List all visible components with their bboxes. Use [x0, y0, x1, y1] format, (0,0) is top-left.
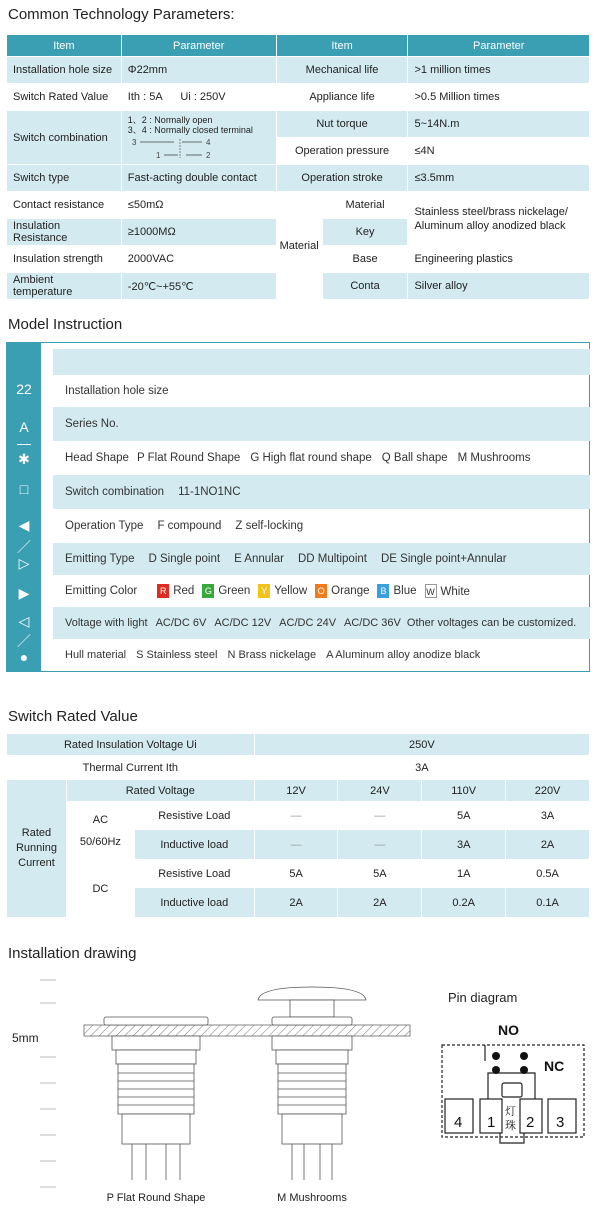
- diag-num-2: 2: [205, 151, 211, 160]
- nc-label: NC: [544, 1058, 565, 1074]
- operation-type-z: Z self-locking: [235, 520, 304, 532]
- hull-material-s: S Stainless steel: [136, 649, 218, 661]
- green-swatch-icon: G: [202, 584, 214, 598]
- tech-value: ≥1000MΩ: [121, 219, 276, 246]
- voltage-col: 220V: [506, 780, 590, 802]
- model-row-operation-type: [53, 509, 590, 543]
- tech-value: Ith : 5A Ui : 250V: [121, 84, 276, 111]
- pin-2: 2: [526, 1114, 535, 1131]
- tech-item: Nut torque: [276, 111, 408, 138]
- code-triangle-left: ◀: [18, 517, 30, 533]
- tech-item: Insulation Resistance: [7, 219, 122, 246]
- insulation-label: Rated Insulation Voltage Ui: [7, 734, 255, 756]
- no-label: NO: [498, 1022, 519, 1038]
- tech-item: Operation pressure: [276, 138, 408, 165]
- voltage-other: Other voltages can be customized.: [406, 617, 577, 629]
- header-parameter-2: Parameter: [408, 35, 590, 57]
- switch-combination-label: Switch combination: [65, 486, 165, 498]
- ac-label: AC 50/60Hz: [66, 802, 134, 860]
- head-shape-label: Head Shape: [65, 452, 129, 464]
- panel-plate: [84, 1025, 410, 1036]
- switch-contact-diagram: [128, 136, 238, 160]
- tech-value: ≤50mΩ: [121, 192, 276, 219]
- model-row-switch-combination: [53, 475, 590, 509]
- orange-swatch-icon: O: [315, 584, 327, 598]
- code-slash: ／: [17, 539, 31, 555]
- code-22: 22: [16, 381, 32, 397]
- install-title: Installation drawing: [8, 945, 137, 962]
- tech-value: ≤4N: [408, 138, 590, 165]
- color-red: R Red: [157, 584, 194, 598]
- flat-round-switch-drawing: [104, 1017, 208, 1180]
- scale-ruler: [40, 980, 56, 1187]
- switch-combination-code: 11-1NO1NC: [178, 486, 241, 498]
- lamp-char-2: 珠: [505, 1120, 516, 1132]
- head-shape-p: P Flat Round Shape: [136, 452, 241, 464]
- model-row-head-shape: [53, 441, 590, 475]
- blue-swatch-icon: B: [377, 584, 389, 598]
- voltage-label: Voltage with light: [65, 617, 148, 629]
- rated-voltage-label: Rated Voltage: [66, 780, 254, 802]
- head-shape-q: Q Ball shape: [381, 452, 448, 464]
- tech-item: Mechanical life: [276, 57, 408, 84]
- load-label: Resistive Load: [134, 802, 254, 830]
- pin-1: 1: [487, 1114, 496, 1131]
- load-label: Inductive load: [134, 888, 254, 918]
- operation-type-label: Operation Type: [65, 520, 144, 532]
- tech-value: -20℃~+55℃: [121, 273, 276, 300]
- current-value: —: [338, 802, 422, 830]
- thermal-label: Thermal Current Ith: [7, 756, 255, 780]
- tech-value: 2000VAC: [121, 246, 276, 273]
- material-item: Conta: [322, 273, 408, 300]
- diag-num-1: 1: [155, 151, 161, 160]
- code-triangle-right: ▶: [18, 585, 30, 601]
- rated-title: Switch Rated Value: [8, 708, 138, 725]
- current-value: 2A: [506, 830, 590, 860]
- tech-value: >1 million times: [408, 57, 590, 84]
- tech-item: Switch combination: [7, 111, 122, 165]
- code-dash: —: [17, 435, 31, 451]
- voltage-6v: AC/DC 6V: [155, 617, 207, 629]
- hull-material-n: N Brass nickelage: [227, 649, 317, 661]
- left-caption: P Flat Round Shape: [106, 1192, 206, 1204]
- dc-label: DC: [66, 860, 134, 918]
- pin-title: Pin diagram: [448, 990, 518, 1005]
- red-swatch-icon: R: [157, 584, 169, 598]
- code-star: ✱: [18, 451, 30, 467]
- scale-label: 5mm: [12, 1031, 39, 1045]
- pin-4: 4: [454, 1114, 463, 1131]
- color-blue: B Blue: [377, 584, 416, 598]
- tech-item: Appliance life: [276, 84, 408, 111]
- emitting-type-e: E Annular: [234, 553, 284, 565]
- insulation-value: 250V: [254, 734, 589, 756]
- voltage-36v: AC/DC 36V: [344, 617, 401, 629]
- tech-item: Switch Rated Value: [7, 84, 122, 111]
- yellow-swatch-icon: Y: [258, 584, 270, 598]
- load-label: Inductive load: [134, 830, 254, 860]
- head-shape-g: G High flat round shape: [250, 452, 372, 464]
- voltage-12v: AC/DC 12V: [214, 617, 272, 629]
- current-value: 1A: [422, 860, 506, 888]
- lamp-char-1: 灯: [505, 1106, 516, 1118]
- tech-params-table: [6, 34, 590, 300]
- emitting-type-de: DE Single point+Annular: [380, 553, 507, 565]
- emitting-type-label: Emitting Type: [65, 553, 135, 565]
- color-green: G Green: [202, 584, 250, 598]
- tech-value: 5~14N.m: [408, 111, 590, 138]
- material-item: Base: [322, 246, 408, 273]
- model-row-blank: [53, 349, 590, 375]
- voltage-col: 12V: [254, 780, 338, 802]
- voltage-col: 24V: [338, 780, 422, 802]
- diag-num-3: 3: [131, 138, 137, 147]
- voltage-col: 110V: [422, 780, 506, 802]
- material-item: Material: [322, 192, 408, 219]
- color-orange: O Orange: [315, 584, 369, 598]
- mushroom-switch-drawing: [258, 987, 366, 1180]
- tech-item: Insulation strength: [7, 246, 122, 273]
- header-item-1: Item: [7, 35, 122, 57]
- code-square: □: [19, 481, 29, 497]
- load-label: Resistive Load: [134, 860, 254, 888]
- current-value: 0.5A: [506, 860, 590, 888]
- current-value: 5A: [338, 860, 422, 888]
- head-shape-m: M Mushrooms: [457, 452, 531, 464]
- current-value: —: [254, 802, 338, 830]
- running-current-label: Rated Running Current: [7, 780, 67, 918]
- tech-item: Ambient temperature: [7, 273, 122, 300]
- current-value: 3A: [506, 802, 590, 830]
- color-yellow: Y Yellow: [258, 584, 307, 598]
- emitting-color-label: Emitting Color: [65, 585, 138, 597]
- tech-title: Common Technology Parameters:: [8, 6, 235, 23]
- tech-item: Installation hole size: [7, 57, 122, 84]
- code-circle: ●: [19, 649, 29, 665]
- tech-item: Contact resistance: [7, 192, 122, 219]
- current-value: 2A: [338, 888, 422, 918]
- combo-line-2: 3、4 : Normally closed terminal: [127, 125, 253, 135]
- model-row-hole-size: [53, 375, 590, 407]
- material-value: Stainless steel/brass nickelage/ Aluminum alloy anodized black: [408, 192, 590, 246]
- series-label: Series No.: [65, 418, 119, 430]
- model-row-series: [53, 407, 590, 441]
- model-row-emitting-type: [53, 543, 590, 575]
- color-white: W White: [426, 586, 470, 598]
- tech-value: ≤3.5mm: [408, 165, 590, 192]
- tech-value: Φ22mm: [121, 57, 276, 84]
- current-value: 0.1A: [506, 888, 590, 918]
- operation-type-f: F compound: [157, 520, 222, 532]
- current-value: —: [254, 830, 338, 860]
- current-value: 5A: [422, 802, 506, 830]
- model-row-emitting-color: [53, 575, 590, 607]
- switch-combination-value: [121, 111, 276, 165]
- combo-line-1: 1、2 : Normally open: [127, 115, 213, 125]
- installation-drawing: [0, 965, 600, 1225]
- code-triangle-left-outline: ◁: [18, 613, 30, 629]
- emitting-type-dd: DD Multipoint: [297, 553, 367, 565]
- tech-item: Switch type: [7, 165, 122, 192]
- model-code-column: [7, 343, 41, 671]
- hull-material-label: Hull material: [65, 649, 127, 661]
- thermal-value: 3A: [254, 756, 589, 780]
- pin-3: 3: [556, 1114, 565, 1131]
- current-value: 3A: [422, 830, 506, 860]
- material-value: Engineering plastics: [408, 246, 590, 273]
- code-a: A: [19, 419, 29, 435]
- tech-value: >0.5 Million times: [408, 84, 590, 111]
- hole-size-label: Installation hole size: [65, 385, 169, 397]
- model-row-hull-material: [53, 639, 590, 671]
- current-value: —: [338, 830, 422, 860]
- model-row-voltage: [53, 607, 590, 639]
- model-instruction-panel: [6, 342, 590, 672]
- white-swatch-icon: W: [425, 584, 437, 598]
- code-slash-2: ／: [17, 633, 31, 649]
- voltage-24v: AC/DC 24V: [279, 617, 337, 629]
- material-item: Key: [322, 219, 408, 246]
- emitting-type-d: D Single point: [148, 553, 221, 565]
- header-item-2: Item: [276, 35, 408, 57]
- material-value: Silver alloy: [408, 273, 590, 300]
- hull-material-a: A Aluminum alloy anodize black: [326, 649, 481, 661]
- current-value: 5A: [254, 860, 338, 888]
- current-value: 2A: [254, 888, 338, 918]
- code-triangle-right-outline: ▷: [18, 555, 30, 571]
- tech-item: Operation stroke: [276, 165, 408, 192]
- model-title: Model Instruction: [8, 316, 123, 333]
- tech-value: Fast-acting double contact: [121, 165, 276, 192]
- diag-num-4: 4: [205, 138, 211, 147]
- current-value: 0.2A: [422, 888, 506, 918]
- right-caption: M Mushrooms: [277, 1192, 347, 1204]
- header-parameter-1: Parameter: [121, 35, 276, 57]
- rated-value-table: [6, 733, 590, 918]
- material-group-label: Material: [276, 192, 322, 300]
